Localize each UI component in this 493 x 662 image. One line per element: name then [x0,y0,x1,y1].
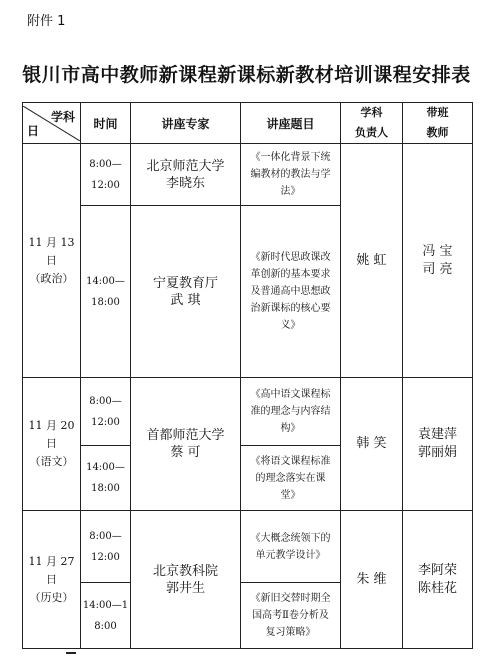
class-teacher-name: 冯 宝 [422,243,453,259]
expert-org: 北京师范大学 [146,158,225,174]
time-start: 14:00—1 [82,599,129,611]
expert-org: 北京教科院 [152,563,218,579]
time-cell [81,583,131,649]
time-end: 12:00 [91,416,120,428]
page-title: 银川市高中教师新课程新课标新教材培训课程安排表 [22,64,471,86]
expert-name: 武 琪 [170,292,201,308]
topic-line: 的理念落实在课 [255,472,326,484]
topic-line: 《大概念统领下的 [250,532,331,544]
header-date-label: 日 [27,123,40,138]
schedule-table [22,102,473,649]
header-time: 时间 [81,103,131,144]
attachment-label: 附件 1 [27,14,66,29]
subject-text: （政治） [29,271,74,285]
header-class-teacher [403,103,473,144]
time-cell [81,446,131,511]
topic-line: 治新课标的核心要 [250,303,331,314]
table-row [23,378,473,446]
header-diagonal-cell [23,103,81,144]
topic-line: 构》 [280,423,301,434]
date-cell [23,378,81,511]
date-text: 11 月 13 日 [28,235,75,267]
time-cell [81,511,131,583]
topic-cell [241,378,341,446]
time-end: 18:00 [91,483,120,494]
expert-name: 李晓东 [165,175,205,191]
class-teacher-name: 李阿荣 [417,562,457,578]
expert-cell [131,144,241,206]
time-start: 14:00— [86,275,125,287]
time-end: 8:00 [94,620,117,632]
class-teacher-name: 陈桂花 [417,580,457,596]
topic-line: 《一体化背景下统 [250,152,331,163]
class-teacher-cell [403,511,473,649]
header-expert: 讲座专家 [131,103,241,144]
time-end: 18:00 [91,296,120,308]
topic-line: 《高中语文课程标 [250,389,331,400]
topic-line: 单元教学设计》 [255,549,326,561]
header-topic: 讲座题目 [241,103,341,144]
expert-org: 首都师范大学 [146,428,225,443]
class-teacher-name: 司 亮 [422,261,453,277]
time-start: 8:00— [89,530,122,542]
expert-cell [131,378,241,511]
header-class-teacher-line2: 教师 [426,126,449,139]
subject-lead-cell [341,378,403,511]
header-row [23,103,473,144]
date-text: 11 月 27 日 [28,554,75,586]
topic-line: 义》 [280,320,301,331]
topic-line: 堂》 [280,489,301,501]
time-cell [81,206,131,378]
time-start: 8:00— [89,158,122,170]
topic-cell [241,511,341,583]
time-end: 12:00 [91,179,120,191]
topic-line: 《将语文课程标准 [250,455,331,467]
topic-line: 《新时代思政课改 [250,252,331,263]
expert-cell [131,511,241,649]
topic-cell [241,446,341,511]
topic-line: 革创新的基本要求 [250,269,331,280]
subject-text: （历史） [29,590,74,604]
subject-lead-name: 韩 笑 [356,436,387,451]
date-text: 11 月 20 日 [28,419,75,450]
time-end: 12:00 [91,551,120,563]
class-teacher-cell [403,144,473,378]
subject-text: （语文） [29,455,74,468]
time-start: 8:00— [89,395,122,407]
topic-line: 编教材的教法与学 [250,169,331,180]
class-teacher-cell [403,378,473,511]
page-footer-mark [66,652,76,654]
table-row [23,144,473,206]
subject-lead-cell [341,144,403,378]
topic-cell [241,583,341,649]
topic-line: 复习策略》 [265,627,316,638]
topic-cell [241,144,341,206]
subject-lead-name: 朱 维 [356,571,387,587]
header-subject-lead-line2: 负责人 [355,126,388,139]
expert-cell [131,206,241,378]
topic-line: 法》 [280,186,301,197]
subject-lead-cell [341,511,403,649]
topic-line: 准的理念与内容结 [250,406,331,417]
time-cell [81,144,131,206]
date-cell [23,511,81,649]
header-class-teacher-line1: 带班 [426,106,449,119]
expert-name: 郭井生 [165,580,205,596]
expert-org: 宁夏教育厅 [152,275,218,291]
subject-lead-name: 姚 虹 [356,252,387,268]
header-subject-label: 学科 [50,109,75,124]
header-subject-lead [341,103,403,144]
topic-line: 《新旧交替时期全 [250,593,331,604]
topic-cell [241,206,341,378]
header-subject-lead-line1: 学科 [360,106,383,119]
topic-line: 及普通高中思想政 [250,286,331,297]
topic-line: 国高考Ⅱ卷分析及 [252,610,329,621]
class-teacher-name: 郭丽娟 [417,445,457,460]
expert-name: 蔡 可 [170,445,201,460]
table-row [23,511,473,583]
class-teacher-name: 袁建萍 [417,427,457,442]
date-cell [23,144,81,378]
time-start: 14:00— [86,462,125,473]
time-cell [81,378,131,446]
